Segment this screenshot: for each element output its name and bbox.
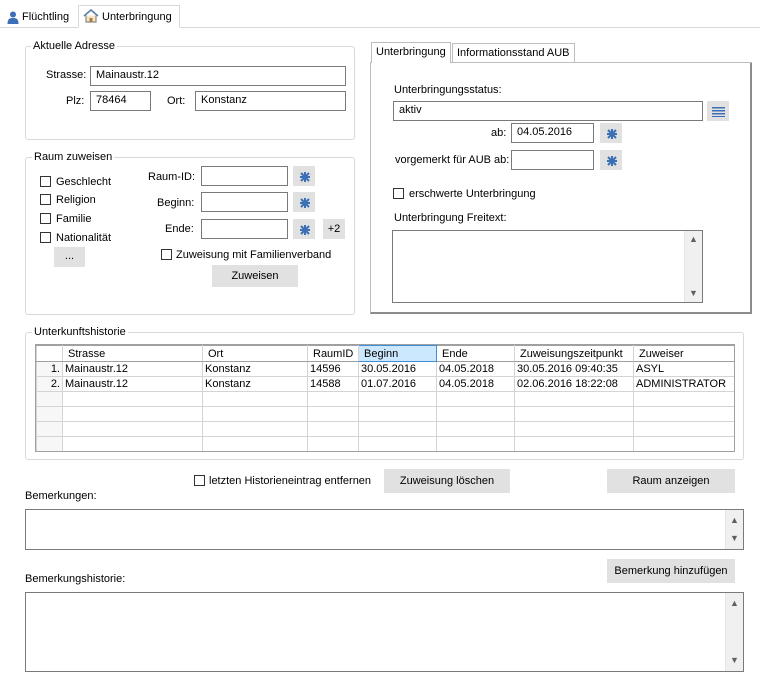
scroll-down-icon[interactable]: ▼ — [689, 288, 698, 298]
table-cell: ADMINISTRATOR — [634, 377, 735, 392]
table-cell: Konstanz — [203, 362, 308, 377]
add-remark-button[interactable]: Bemerkung hinzufügen — [607, 559, 735, 583]
table-cell: 14588 — [308, 377, 359, 392]
table-row-empty[interactable] — [37, 392, 735, 407]
scroll-down-icon[interactable]: ▼ — [730, 533, 739, 543]
more-filters-button[interactable]: ... — [54, 247, 85, 267]
room-group-title: Raum zuweisen — [34, 151, 113, 163]
filter-religion-checkbox[interactable] — [40, 194, 51, 205]
remarks-scrollbar[interactable] — [725, 510, 743, 549]
history-header-row — [37, 346, 735, 362]
table-cell: 01.07.2016 — [359, 377, 437, 392]
difficult-accommodation-checkbox[interactable] — [393, 188, 404, 199]
column-header[interactable]: Strasse — [63, 346, 203, 362]
tab-informationsstand-aub[interactable] — [452, 43, 575, 62]
remove-last-entry-label: letzten Historieneintrag entfernen — [209, 475, 372, 487]
filter-family-label: Familie — [56, 213, 92, 225]
street-field[interactable]: Mainaustr.12 — [90, 66, 346, 86]
zip-label: Plz: — [66, 95, 85, 107]
tab-informationsstand-aub-label: Informationsstand AUB — [457, 47, 570, 59]
scroll-up-icon[interactable]: ▲ — [730, 598, 739, 608]
end-pick-button[interactable] — [293, 219, 315, 239]
tab-right-unterbringung-label: Unterbringung — [376, 46, 446, 58]
tab-fluechtling[interactable] — [3, 8, 77, 27]
table-cell: 30.05.2016 — [359, 362, 437, 377]
family-assignment-checkbox[interactable] — [161, 249, 172, 260]
begin-field[interactable] — [201, 192, 288, 212]
from-date-pick-button[interactable] — [600, 123, 622, 143]
tab-right-unterbringung[interactable] — [371, 42, 451, 63]
history-grid[interactable] — [35, 344, 735, 452]
table-row[interactable] — [37, 377, 735, 392]
remarks-field[interactable] — [25, 509, 744, 550]
puzzle-icon — [299, 197, 311, 209]
puzzle-icon — [606, 128, 618, 140]
puzzle-icon — [299, 171, 311, 183]
scroll-up-icon[interactable]: ▲ — [730, 515, 739, 525]
table-cell: Mainaustr.12 — [63, 377, 203, 392]
table-row[interactable] — [37, 362, 735, 377]
tab-fluechtling-label: Flüchtling — [22, 11, 70, 23]
filter-nationality-checkbox[interactable] — [40, 232, 51, 243]
status-label: Unterbringungsstatus: — [394, 84, 502, 96]
row-number-header — [37, 346, 63, 362]
table-cell: Konstanz — [203, 377, 308, 392]
filter-religion-label: Religion — [56, 194, 96, 206]
table-cell: 04.05.2018 — [437, 362, 515, 377]
freetext-label: Unterbringung Freitext: — [394, 212, 507, 224]
table-cell: 14596 — [308, 362, 359, 377]
remarks-label: Bemerkungen: — [25, 490, 97, 502]
tab-unterbringung[interactable] — [78, 5, 180, 28]
table-row-empty[interactable] — [37, 437, 735, 452]
puzzle-icon — [299, 224, 311, 236]
plus-two-button[interactable]: +2 — [323, 219, 345, 239]
house-icon — [83, 9, 99, 23]
aub-date-pick-button[interactable] — [600, 150, 622, 170]
family-assignment-label: Zuweisung mit Familienverband — [176, 249, 332, 261]
status-list-button[interactable] — [707, 101, 729, 121]
table-cell: Mainaustr.12 — [63, 362, 203, 377]
begin-label: Beginn: — [157, 197, 195, 209]
remarks-history-scrollbar[interactable] — [725, 593, 743, 671]
remarks-history-field[interactable] — [25, 592, 744, 672]
column-header[interactable]: Ort — [203, 346, 308, 362]
table-cell: 02.06.2016 18:22:08 — [515, 377, 634, 392]
filter-nationality-label: Nationalität — [56, 232, 112, 244]
puzzle-icon — [606, 155, 618, 167]
city-field[interactable]: Konstanz — [195, 91, 346, 111]
person-icon — [7, 11, 19, 24]
filter-gender-label: Geschlecht — [56, 176, 112, 188]
history-table — [36, 345, 735, 452]
list-icon — [712, 107, 725, 117]
right-panel-topline — [450, 62, 752, 63]
city-label: Ort: — [167, 95, 186, 107]
filter-gender-checkbox[interactable] — [40, 176, 51, 187]
room-id-label: Raum-ID: — [148, 171, 196, 183]
table-row-empty[interactable] — [37, 422, 735, 437]
table-cell: 04.05.2018 — [437, 377, 515, 392]
row-number: 1. — [37, 362, 63, 377]
address-group-title: Aktuelle Adresse — [33, 40, 115, 52]
room-id-pick-button[interactable] — [293, 166, 315, 186]
table-cell: ASYL — [634, 362, 735, 377]
table-cell: 30.05.2016 09:40:35 — [515, 362, 634, 377]
begin-pick-button[interactable] — [293, 192, 315, 212]
from-label: ab: — [491, 127, 507, 139]
end-field[interactable] — [201, 219, 288, 239]
column-header[interactable]: Ende — [437, 346, 515, 362]
scroll-up-icon[interactable]: ▲ — [689, 234, 698, 244]
history-group-title: Unterkunftshistorie — [34, 326, 126, 338]
column-header-selected[interactable]: Beginn — [359, 346, 437, 362]
tab-unterbringung-label: Unterbringung — [102, 11, 172, 23]
freetext-field[interactable] — [392, 230, 703, 303]
freetext-scrollbar[interactable] — [684, 231, 702, 302]
difficult-accommodation-label: erschwerte Unterbringung — [409, 188, 536, 200]
table-row-empty[interactable] — [37, 407, 735, 422]
remarks-history-label: Bemerkungshistorie: — [25, 573, 126, 585]
show-room-button[interactable]: Raum anzeigen — [607, 469, 735, 493]
aub-date-field[interactable] — [511, 150, 594, 170]
zip-field[interactable]: 78464 — [90, 91, 151, 111]
from-date-field[interactable]: 04.05.2016 — [511, 123, 594, 143]
column-header[interactable]: RaumID — [308, 346, 359, 362]
street-label: Strasse: — [46, 69, 87, 81]
row-number: 2. — [37, 377, 63, 392]
status-field[interactable]: aktiv — [393, 101, 703, 121]
scroll-down-icon[interactable]: ▼ — [730, 655, 739, 665]
assign-button[interactable]: Zuweisen — [212, 265, 298, 287]
filter-family-checkbox[interactable] — [40, 213, 51, 224]
room-id-field[interactable] — [201, 166, 288, 186]
end-label: Ende: — [165, 223, 194, 235]
column-header[interactable]: Zuweiser — [634, 346, 735, 362]
aub-label: vorgemerkt für AUB ab: — [395, 154, 510, 166]
remove-last-entry-checkbox[interactable] — [194, 475, 205, 486]
column-header[interactable]: Zuweisungszeitpunkt — [515, 346, 634, 362]
delete-assignment-button[interactable]: Zuweisung löschen — [384, 469, 510, 493]
